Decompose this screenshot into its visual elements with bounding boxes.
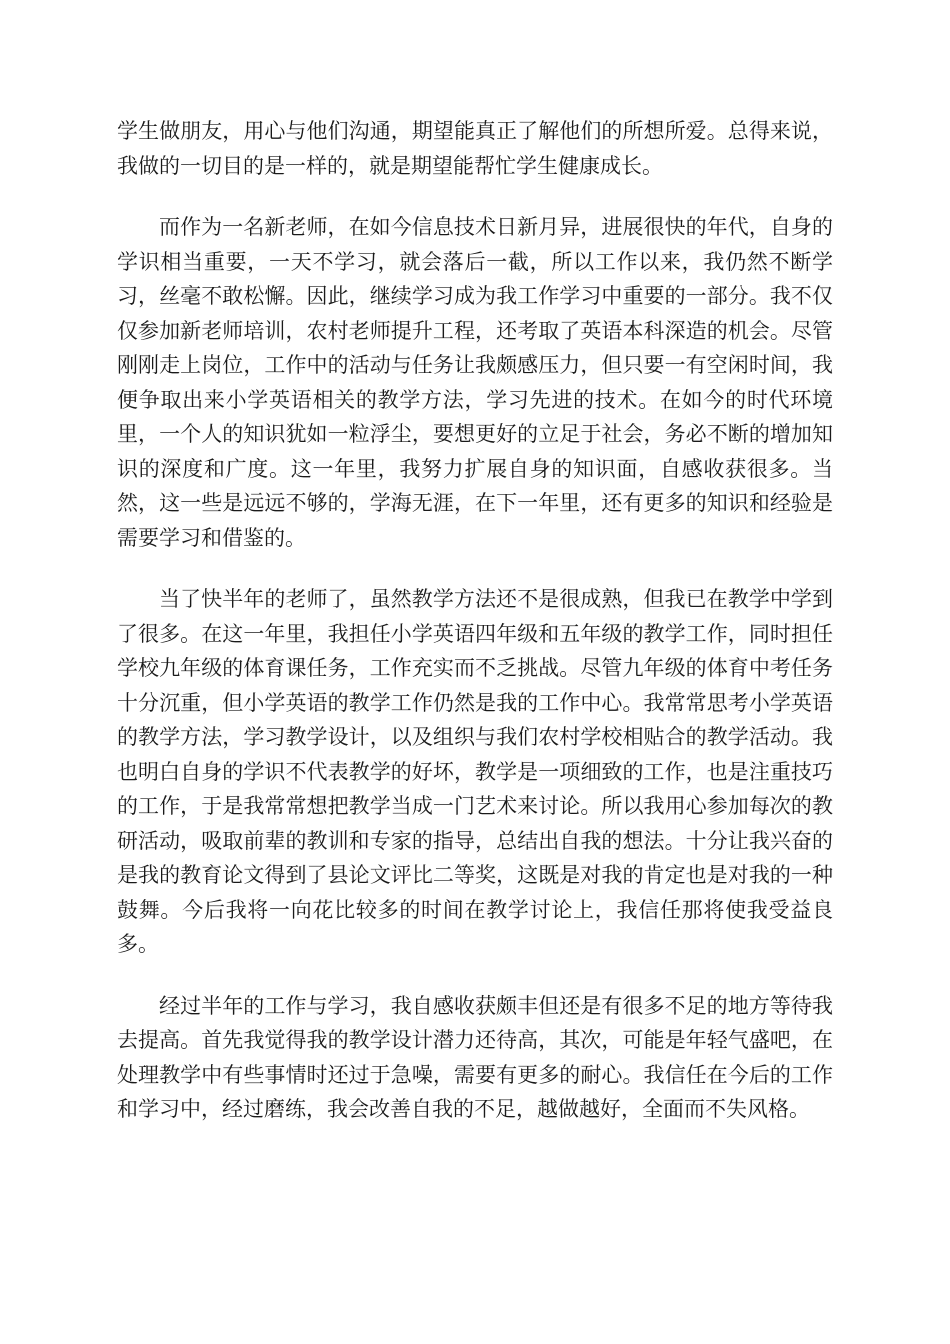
- paragraph-continuation: 学生做朋友，用心与他们沟通，期望能真正了解他们的所想所爱。总得来说，我做的一切目的是一样的，就是期望能帮忙学生健康成长。: [117, 119, 833, 178]
- paragraph-teaching-work: 当了快半年的老师了，虽然教学方法还不是很成熟，但我已在教学中学到了很多。在这一年里，我担任小学英语四年级和五年级的教学工作，同时担任学校九年级的体育课任务，工作充实而不乏挑战。尽管九年级的体育中考任务十分沉重，但小学英语的教学工作仍然是我的工作中心。我常常思考小学英语的教学方法，学习教学设计，以及组织与我们农村学校相贴合的教学活动。我也明白自身的学识不代表教学的好坏，教学是一项细致的工作，也是注重技巧的工作，于是我常常想把教学当成一门艺术来讨论。所以我用心参加每次的教研活动，吸取前辈的教训和专家的指导，总结出自我的想法。十分让我兴奋的是我的教育论文得到了县论文评比二等奖，这既是对我的肯定也是对我的一种鼓舞。今后我将一向花比较多的时间在教学讨论上，我信任那将使我受益良多。: [117, 587, 833, 956]
- paragraph-continuing-study: 而作为一名新老师，在如今信息技术日新月异，进展很快的年代，自身的学识相当重要，一天不学习，就会落后一截，所以工作以来，我仍然不断学习，丝毫不敢松懈。因此，继续学习成为我工作学习中重要的一部分。我不仅仅参加新老师培训，农村老师提升工程，还考取了英语本科深造的机会。尽管刚刚走上岗位，工作中的活动与任务让我颇感压力，但只要一有空闲时间，我便争取出来小学英语相关的教学方法，学习先进的技术。在如今的时代环境里，一个人的知识犹如一粒浮尘，要想更好的立足于社会，务必不断的增加知识的深度和广度。这一年里，我努力扩展自身的知识面，自感收获很多。当然，这一些是远远不够的，学海无涯，在下一年里，还有更多的知识和经验是需要学习和借鉴的。: [117, 215, 833, 550]
- paragraph-shortcomings: 经过半年的工作与学习，我自感收获颇丰但还是有很多不足的地方等待我去提高。首先我觉得我的教学设计潜力还待高，其次，可能是年轻气盛吧，在处理教学中有些事情时还过于急噪，需要有更多的耐心。我信任在今后的工作和学习中，经过磨练，我会改善自我的不足，越做越好，全面而不失风格。: [117, 993, 833, 1121]
- document-body: [117, 114, 833, 1154]
